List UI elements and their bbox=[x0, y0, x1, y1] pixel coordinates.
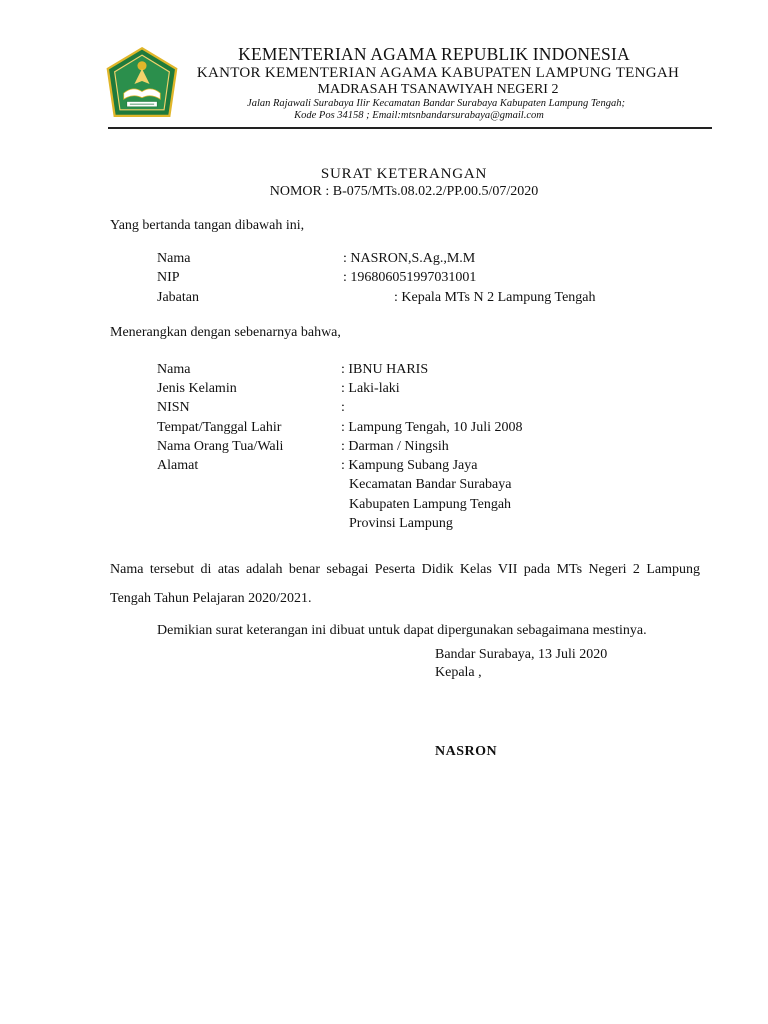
student-value-address: : Kampung Subang Jaya bbox=[341, 458, 478, 473]
address-line-1: Jalan Rajawali Surabaya Ilir Kecamatan Bandar Surabaya Kabupaten Lampung Tengah; bbox=[247, 98, 625, 109]
student-label-gender: Jenis Kelamin bbox=[157, 381, 237, 396]
address-cont-district: Kecamatan Bandar Surabaya bbox=[349, 477, 512, 492]
student-value-gender: : Laki-laki bbox=[341, 381, 400, 396]
address-cont-province: Provinsi Lampung bbox=[349, 516, 453, 531]
student-value-parents: : Darman / Ningsih bbox=[341, 439, 449, 454]
student-label-address: Alamat bbox=[157, 458, 199, 473]
signer-value-name: : NASRON,S.Ag.,M.M bbox=[343, 251, 476, 266]
closing-paragraph: Demikian surat keterangan ini dibuat untuk dapat dipergunakan sebagaimana mestinya. bbox=[157, 623, 647, 638]
signer-value-position: : Kepala MTs N 2 Lampung Tengah bbox=[394, 290, 596, 305]
body-paragraph: Nama tersebut di atas adalah benar sebagai Peserta Didik Kelas VII pada MTs Negeri 2 Lampung Tengah Tahun Pelajaran 2020/2021. bbox=[110, 562, 700, 606]
student-value-birth: : Lampung Tengah, 10 Juli 2008 bbox=[341, 420, 523, 435]
student-label-parents: Nama Orang Tua/Wali bbox=[157, 439, 284, 454]
place-date: Bandar Surabaya, 13 Juli 2020 bbox=[435, 647, 608, 662]
signer-position: Kepala , bbox=[435, 665, 482, 680]
statement-text: Menerangkan dengan sebenarnya bahwa, bbox=[110, 325, 341, 340]
address-cont-regency: Kabupaten Lampung Tengah bbox=[349, 497, 512, 512]
office-name: KANTOR KEMENTERIAN AGAMA KABUPATEN LAMPUNG TENGAH bbox=[196, 65, 680, 81]
address-line-2: Kode Pos 34158 ; Email:mtsnbandarsurabaya@gmail.com bbox=[294, 110, 544, 121]
ministry-name: KEMENTERIAN AGAMA REPUBLIK INDONESIA bbox=[238, 44, 630, 64]
signer-name: NASRON bbox=[435, 744, 498, 759]
student-label-birth: Tempat/Tanggal Lahir bbox=[157, 420, 282, 435]
header-divider bbox=[108, 127, 712, 129]
school-name: MADRASAH TSANAWIYAH NEGERI 2 bbox=[317, 82, 559, 97]
student-value-nisn: : bbox=[341, 400, 345, 415]
signer-label-nip: NIP bbox=[157, 270, 180, 285]
student-label-nisn: NISN bbox=[157, 400, 190, 415]
student-label-name: Nama bbox=[157, 362, 191, 377]
intro-text: Yang bertanda tangan dibawah ini, bbox=[110, 218, 305, 233]
signer-label-name: Nama bbox=[157, 251, 191, 266]
signer-label-position: Jabatan bbox=[157, 290, 199, 305]
document-number: NOMOR : B-075/MTs.08.02.2/PP.00.5/07/2020 bbox=[269, 184, 539, 199]
signer-value-nip: : 196806051997031001 bbox=[343, 270, 477, 285]
document-title: SURAT KETERANGAN bbox=[320, 166, 488, 182]
student-value-name: : IBNU HARIS bbox=[341, 362, 429, 377]
